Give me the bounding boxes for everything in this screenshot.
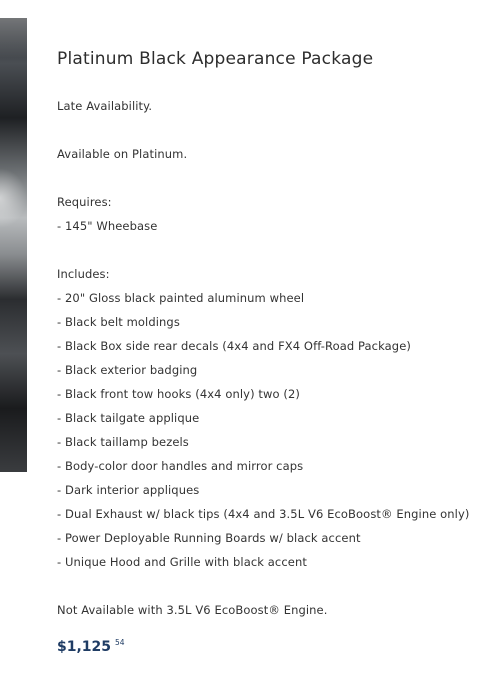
includes-item: - Dual Exhaust w/ black tips (4x4 and 3.5L V6 EcoBoost® Engine only): [57, 507, 470, 521]
not-available-text: Not Available with 3.5L V6 EcoBoost® Engine.: [57, 603, 328, 617]
includes-item: - Dark interior appliques: [57, 483, 200, 497]
requires-label: Requires:: [57, 195, 112, 209]
includes-list: [57, 286, 471, 574]
includes-item: - Black belt moldings: [57, 315, 180, 329]
package-title: Platinum Black Appearance Package: [57, 49, 374, 69]
includes-item: - 20" Gloss black painted aluminum wheel: [57, 291, 305, 305]
includes-item: - Power Deployable Running Boards w/ black accent: [57, 531, 361, 545]
vehicle-image-shine: [0, 168, 27, 228]
includes-label: Includes:: [57, 267, 110, 281]
includes-item: - Black exterior badging: [57, 363, 198, 377]
includes-item: - Body-color door handles and mirror caps: [57, 459, 304, 473]
includes-item: - Black tailgate applique: [57, 411, 200, 425]
includes-item: - Black Box side rear decals (4x4 and FX4 Off-Road Package): [57, 339, 411, 353]
package-price: $1,125: [57, 639, 112, 655]
vehicle-image-highlight: [0, 18, 27, 58]
includes-item: - Black taillamp bezels: [57, 435, 189, 449]
availability-text: Late Availability.: [57, 99, 153, 113]
vehicle-image: [0, 18, 27, 472]
requires-item: - 145" Wheebase: [57, 219, 158, 233]
price-footnote: 54: [115, 638, 125, 647]
includes-item: - Unique Hood and Grille with black accent: [57, 555, 307, 569]
available-on-text: Available on Platinum.: [57, 147, 188, 161]
package-details: [57, 46, 471, 656]
price-row: [57, 638, 471, 656]
includes-item: - Black front tow hooks (4x4 only) two (2): [57, 387, 301, 401]
